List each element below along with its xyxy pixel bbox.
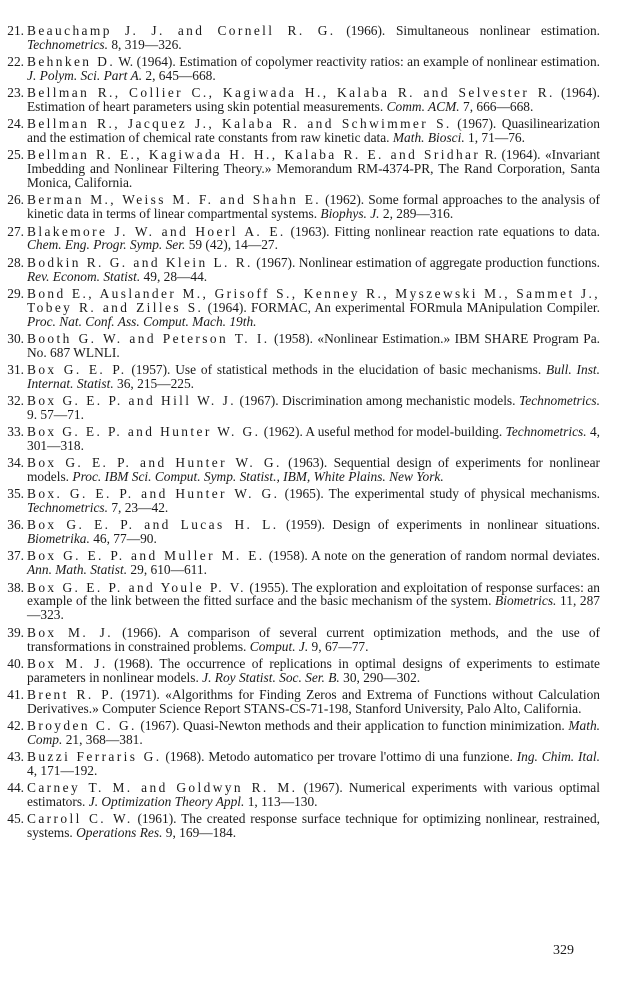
reference-item — [0, 657, 600, 685]
page-number: 329 — [553, 943, 574, 958]
reference-number: 22. — [7, 54, 24, 70]
reference-number: 39. — [7, 624, 24, 640]
reference-number: 26. — [7, 192, 24, 208]
reference-text: (1967). Discrimination among mechanistic models. — [239, 392, 516, 408]
reference-source: Technometrics. — [27, 500, 108, 516]
reference-item — [0, 549, 600, 577]
reference-number: 25. — [7, 147, 24, 163]
reference-text: (1959). Design of experiments in nonlinear situations. — [285, 517, 600, 533]
reference-source: Bull. Inst. Internat. Statist. — [27, 361, 600, 391]
reference-number: 37. — [7, 548, 24, 564]
reference-number: 28. — [7, 254, 24, 270]
reference-item — [0, 117, 600, 145]
reference-number: 41. — [7, 686, 24, 702]
reference-item — [0, 719, 600, 747]
reference-number: 42. — [7, 717, 24, 733]
reference-source: Ing. Chim. Ital. — [516, 748, 600, 764]
reference-text: W. (1964). Estimation of copolymer reactivity ratios: an example of nonlinear estimation. — [118, 54, 601, 70]
reference-item — [0, 425, 600, 453]
reference-authors: Bellman R. E., Kagiwada H. H., Kalaba R. E. and Sridhar — [27, 147, 481, 163]
reference-authors: Bellman R., Collier C., Kagiwada H., Kalaba R. and Selvester R. — [27, 85, 555, 101]
reference-item — [0, 812, 600, 840]
reference-number: 24. — [7, 116, 24, 132]
reference-tail: 2, 289—316. — [382, 206, 454, 222]
reference-authors: Box M. J. — [27, 624, 113, 640]
reference-item — [0, 86, 600, 114]
reference-item — [0, 688, 600, 716]
reference-tail: 49, 28—44. — [143, 268, 208, 284]
reference-authors: Buzzi Ferraris G. — [27, 748, 162, 764]
reference-tail: 4, 301—318. — [27, 424, 600, 453]
reference-number: 34. — [7, 455, 24, 471]
reference-tail: 9, 67—77. — [311, 638, 369, 654]
reference-source: Comput. J. — [249, 638, 309, 654]
reference-text: (1966). A comparison of several current optimization methods, and the use of transformations in constrained problems. — [27, 624, 600, 654]
reference-item — [0, 750, 600, 778]
reference-item — [0, 394, 600, 422]
reference-tail: 9. 57—71. — [27, 406, 84, 422]
reference-text: (1967). Nonlinear estimation of aggregate production functions. — [256, 254, 601, 270]
reference-text: (1964). Estimation of heart parameters using skin potential measurements. — [27, 85, 600, 115]
reference-item — [0, 487, 600, 515]
reference-item — [0, 193, 600, 221]
reference-source: J. Optimization Theory Appl. — [88, 793, 245, 809]
reference-item — [0, 148, 600, 190]
reference-authors: Booth G. W. and Peterson T. I. — [27, 330, 270, 346]
reference-text: R. (1964). «Invariant Imbedding and Nonlinear Filtering Theory.» Memorandum RM-4374-PR, The Rand Corporation, Santa Monica, California. — [27, 147, 600, 191]
reference-number: 44. — [7, 780, 24, 796]
reference-tail: 7, 23—42. — [111, 500, 169, 516]
reference-item — [0, 518, 600, 546]
reference-text: (1968). The occurrence of replications in optimal designs of experiments to estimate parameters in nonlinear models. — [27, 655, 601, 685]
reference-number: 35. — [7, 486, 24, 502]
reference-tail: 2, 645—668. — [145, 68, 216, 84]
reference-authors: Behnken D. — [27, 54, 116, 70]
reference-authors: Box M. J. — [27, 655, 108, 671]
reference-authors: Box. G. E. P. and Hunter W. G. — [27, 486, 280, 502]
reference-item — [0, 456, 600, 484]
reference-authors: Box G. E. P. and Hunter W. G. — [27, 424, 261, 440]
reference-number: 32. — [7, 392, 24, 408]
reference-item — [0, 626, 600, 654]
reference-text: (1967). Quasi-Newton methods and their application to function minimization. — [140, 717, 565, 733]
reference-item — [0, 363, 600, 391]
reference-number: 27. — [7, 223, 24, 239]
reference-number: 23. — [7, 85, 24, 101]
reference-authors: Bellman R., Jacquez J., Kalaba R. and Schwimmer S. — [27, 116, 452, 132]
reference-number: 43. — [7, 748, 24, 764]
reference-number: 45. — [7, 811, 24, 827]
reference-text: (1968). Metodo automatico per trovare l'ottimo di una funzione. — [165, 748, 513, 764]
reference-authors: Box G. E. P. — [27, 361, 127, 377]
reference-authors: Box G. E. P. and Youle P. V. — [27, 579, 246, 595]
reference-authors: Bond E., Auslander M., Grisoff S., Kenney R., Myszewski M., Sammet J., Tobey R. and Zilles S. — [27, 285, 600, 315]
reference-number: 29. — [7, 285, 24, 301]
reference-text: (1958). «Nonlinear Estimation.» IBM SHARE Program Pa. No. 687 WLNLI. — [27, 330, 600, 360]
reference-authors: Blakemore J. W. and Hoerl A. E. — [27, 223, 286, 239]
reference-authors: Bodkin R. G. and Klein L. R. — [27, 254, 253, 270]
reference-item — [0, 287, 600, 329]
reference-source: Ann. Math. Statist. — [27, 562, 128, 578]
reference-source: Operations Res. — [76, 825, 163, 841]
reference-source: Rev. Econom. Statist. — [27, 268, 141, 284]
reference-tail: 7, 666—668. — [463, 99, 534, 115]
reference-source: Math. Comp. — [27, 717, 600, 747]
reference-text: (1962). A useful method for model-building. — [263, 424, 503, 440]
reference-text: (1971). «Algorithms for Finding Zeros and Extrema of Functions without Calculation Derivatives.» Computer Science Report STANS-CS-71-198, Stanford University, Palo Alto, California. — [27, 686, 600, 716]
reference-text: (1958). A note on the generation of random normal deviates. — [268, 548, 600, 564]
reference-source: Comm. ACM. — [386, 99, 460, 115]
reference-source: Technometrics. — [505, 424, 587, 440]
reference-source: Proc. Nat. Conf. Ass. Comput. Mach. 19th. — [27, 313, 257, 329]
reference-source: Biometrika. — [27, 531, 90, 547]
reference-authors: Beauchamp J. J. and Cornell R. G. — [27, 23, 336, 38]
reference-item — [0, 581, 600, 623]
reference-tail: 1, 113—130. — [247, 793, 318, 809]
reference-tail: 21, 368—381. — [65, 731, 143, 747]
reference-tail: 4, 171—192. — [27, 762, 98, 778]
reference-tail: 29, 610—611. — [130, 562, 207, 578]
reference-text: (1967). Numerical experiments with various optimal estimators. — [27, 780, 600, 809]
reference-item — [0, 55, 600, 83]
reference-source: Math. Biosci. — [392, 130, 465, 146]
reference-authors: Box G. E. P. and Lucas H. L. — [27, 517, 279, 533]
reference-tail: 1, 71—76. — [468, 130, 525, 146]
reference-number: 30. — [7, 330, 24, 346]
reference-item — [0, 24, 600, 52]
reference-authors: Carney T. M. and Goldwyn R. M. — [27, 780, 298, 796]
reference-source: Proc. IBM Sci. Comput. Symp. Statist., IBM, White Plains. New York. — [72, 469, 444, 485]
reference-source: Biometrics. — [495, 593, 557, 609]
reference-number: 33. — [7, 424, 24, 440]
reference-text: (1964). FORMAC, An experimental FORmula MAnipulation Compiler. — [207, 299, 601, 315]
reference-item — [0, 332, 600, 360]
reference-number: 38. — [7, 579, 24, 595]
reference-item — [0, 256, 600, 284]
reference-text: (1963). Fitting nonlinear reaction rate equations to data. — [290, 223, 601, 239]
reference-source: Technometrics. — [519, 392, 600, 408]
reference-text: (1962). Some formal approaches to the analysis of kinetic data in terms of linear compartmental systems. — [27, 192, 600, 222]
reference-source: Technometrics. — [27, 36, 108, 52]
reference-number: 36. — [7, 517, 24, 533]
reference-tail: 59 (42), 14—27. — [188, 237, 278, 253]
reference-text: (1961). The created response surface technique for optimizing nonlinear, restrained, systems. — [27, 811, 600, 841]
reference-text: (1966). Simultaneous nonlinear estimation. — [346, 23, 600, 38]
reference-tail: 9, 169—184. — [165, 825, 237, 841]
reference-authors: Berman M., Weiss M. F. and Shahn E. — [27, 192, 322, 208]
reference-tail: 11, 287—323. — [27, 593, 600, 623]
reference-source: Biophys. J. — [320, 206, 380, 222]
reference-list — [0, 24, 600, 843]
reference-tail: 46, 77—90. — [93, 531, 157, 547]
reference-text: (1963). Sequential design of experiments for nonlinear models. — [27, 455, 600, 485]
reference-source: Chem. Eng. Progr. Symp. Ser. — [27, 237, 186, 253]
reference-tail: 36, 215—225. — [117, 375, 195, 391]
reference-tail: 8, 319—326. — [111, 36, 182, 52]
reference-item — [0, 781, 600, 809]
reference-authors: Box G. E. P. and Hill W. J. — [27, 392, 236, 408]
reference-authors: Box G. E. P. and Muller M. E. — [27, 548, 265, 564]
reference-authors: Carroll C. W. — [27, 811, 133, 827]
reference-number: 40. — [7, 655, 24, 671]
reference-text: (1967). Quasilinearization and the estimation of chemical rate constants from raw kinetic data. — [27, 116, 600, 146]
reference-item — [0, 225, 600, 253]
reference-text: (1957). Use of statistical methods in the elucidation of basic mechanisms. — [131, 361, 542, 377]
reference-text: (1965). The experimental study of physical mechanisms. — [284, 486, 600, 502]
reference-authors: Brent R. P. — [27, 686, 116, 702]
reference-number: 31. — [7, 361, 24, 377]
reference-authors: Broyden C. G. — [27, 717, 137, 733]
reference-source: J. Roy Statist. Soc. Ser. B. — [202, 669, 340, 685]
reference-authors: Box G. E. P. and Hunter W. G. — [27, 455, 282, 471]
reference-tail: 30, 290—302. — [343, 669, 421, 685]
reference-text: (1955). The exploration and exploitation of response surfaces: an example of the link between the fitted surface and the basic mechanism of the system. — [27, 579, 601, 609]
reference-source: J. Polym. Sci. Part A. — [27, 68, 143, 84]
reference-number: 21. — [7, 23, 24, 38]
